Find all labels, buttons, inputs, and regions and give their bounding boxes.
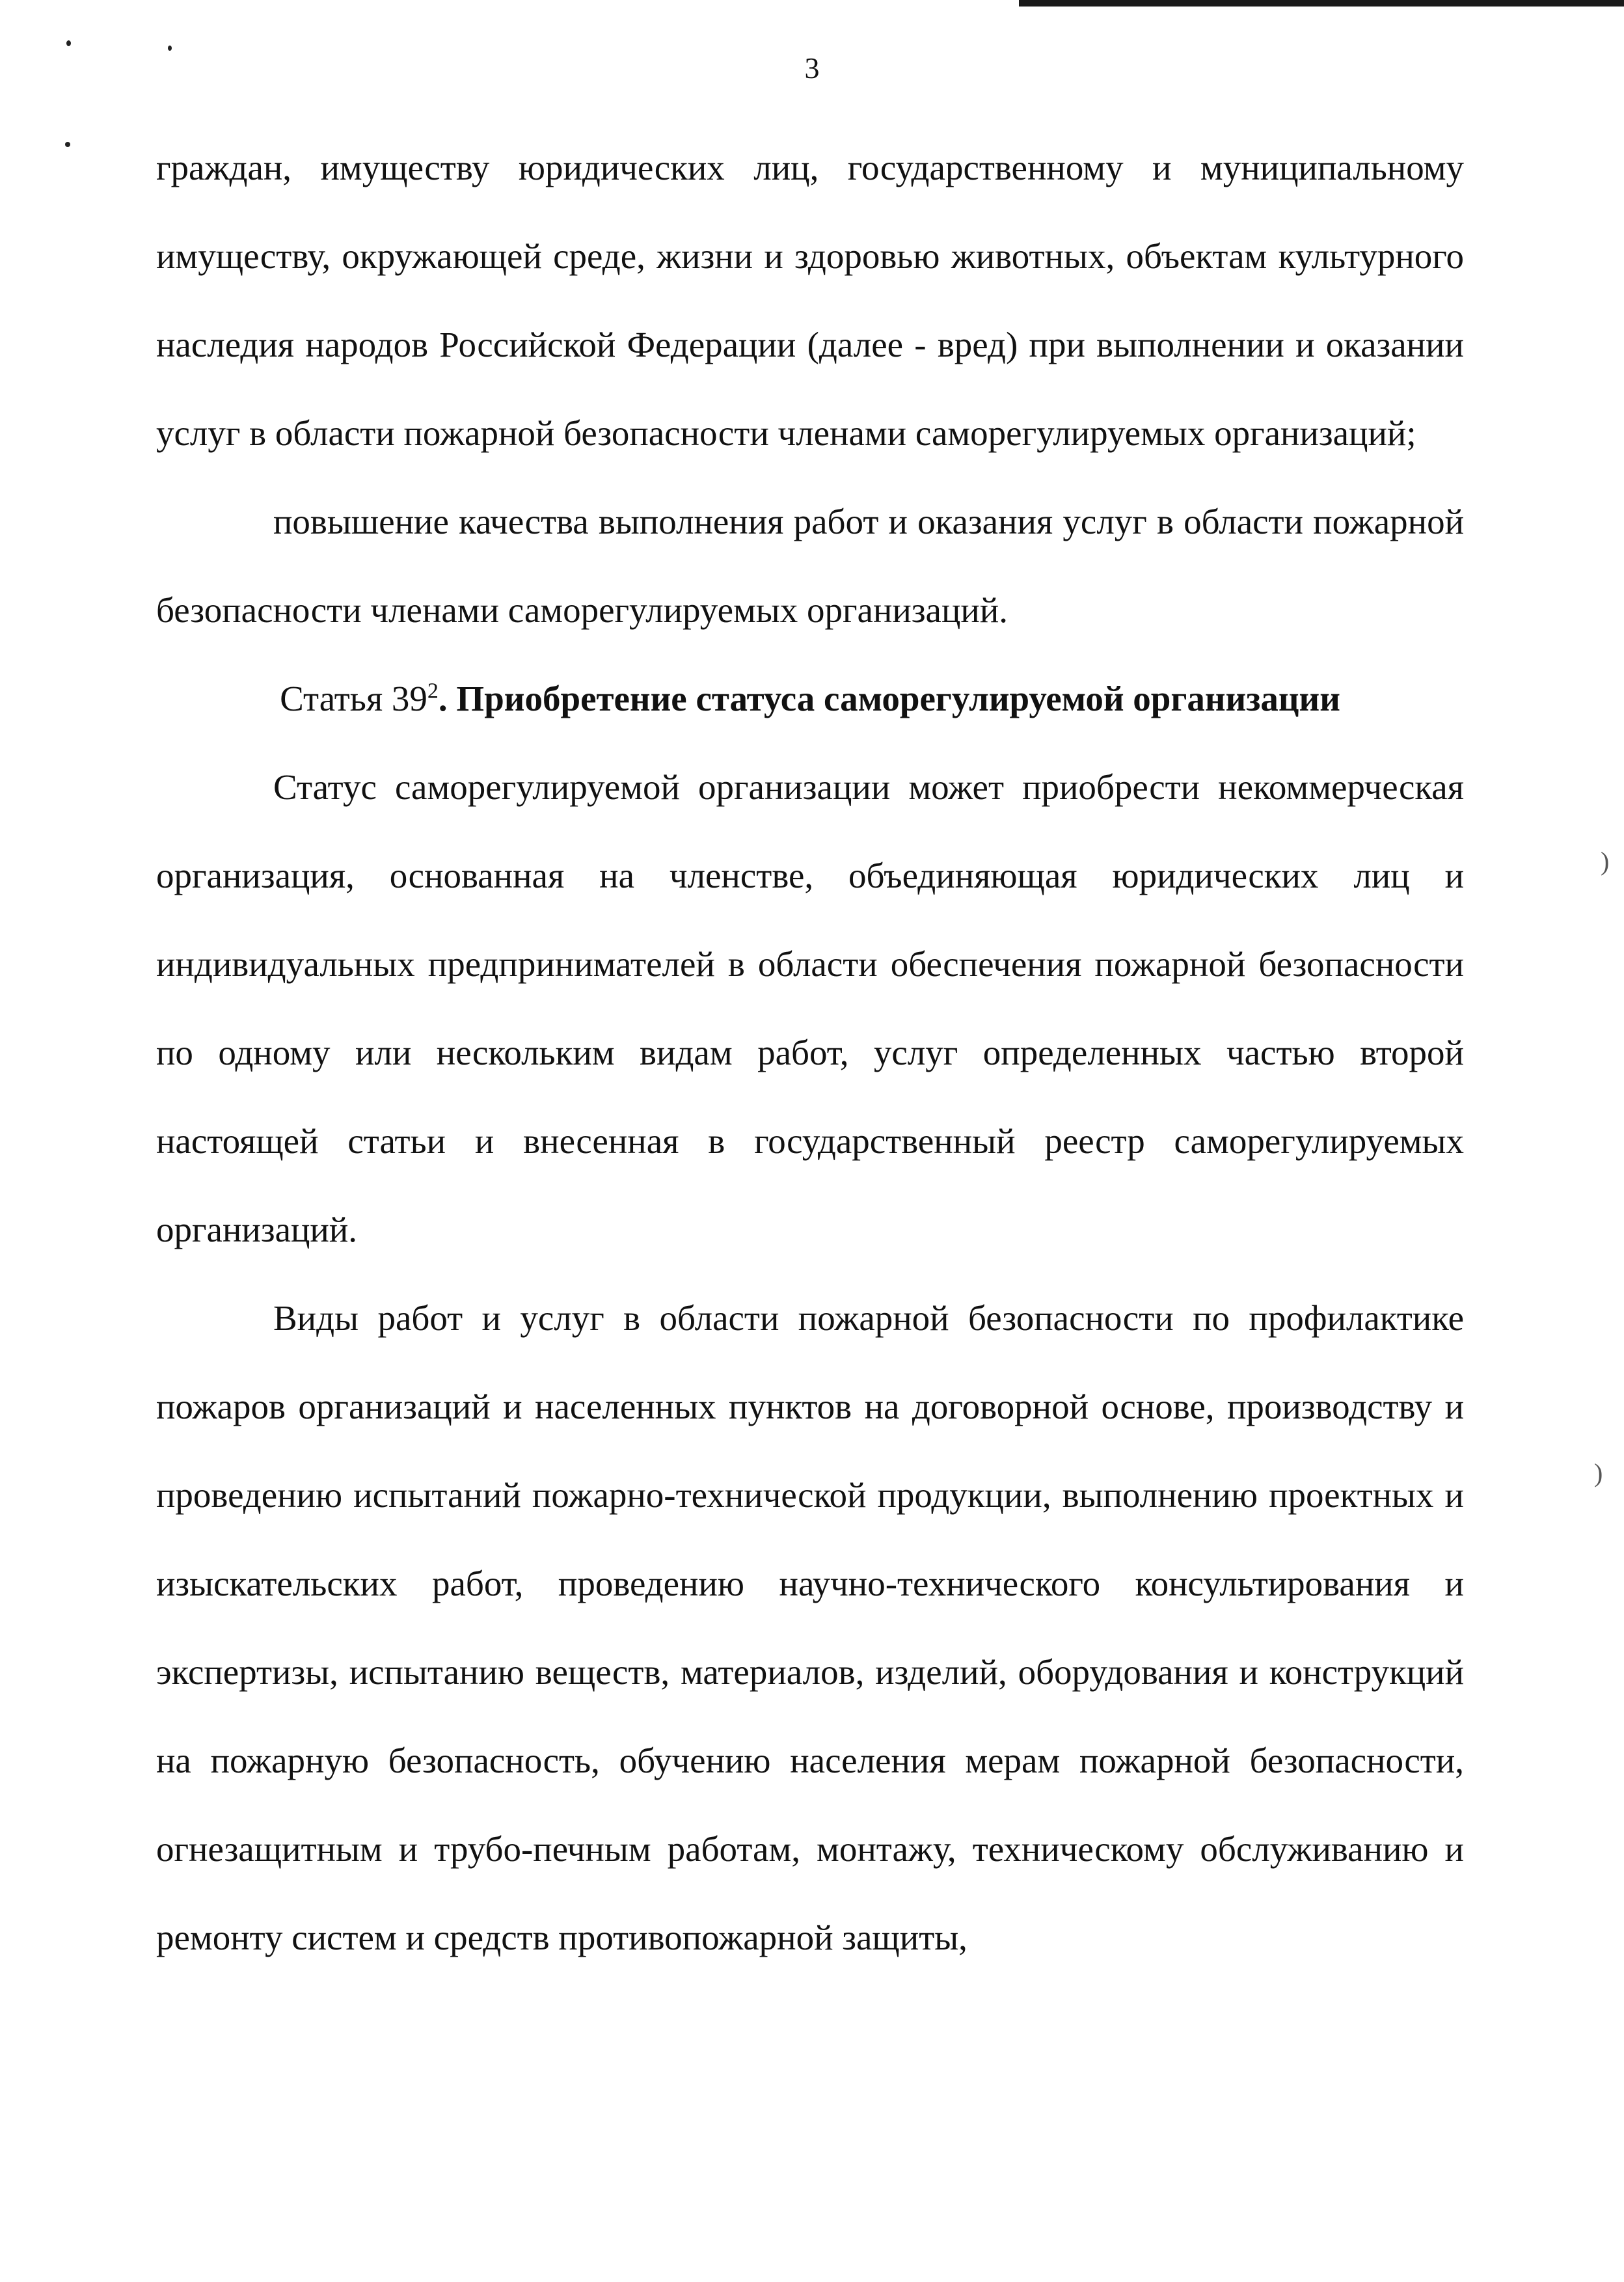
scan-speck xyxy=(168,46,172,51)
paragraph-status: Статус саморегулируемой организации может приобрести некоммерческая организация, основанная на членстве, объединяющая юридических лиц и индивидуальных предпринимателей в области обеспечения пожарной безопасности по одному или нескольким видам работ, услуг определенных частью второй настоящей статьи и внесенная в государственный реестр саморегулируемых организаций. xyxy=(156,767,1464,1249)
paragraph-quality: повышение качества выполнения работ и оказания услуг в области пожарной безопасности членами саморегулируемых организаций. xyxy=(156,502,1464,630)
page-number: 3 xyxy=(804,51,820,85)
article-heading xyxy=(156,655,1464,743)
scan-mark: ) xyxy=(1601,847,1610,876)
article-superscript: 2 xyxy=(427,679,439,703)
article-prefix: Статья 39 xyxy=(280,679,427,718)
document-body xyxy=(156,124,1464,1982)
article-title: . Приобретение статуса саморегулируемой организации xyxy=(438,679,1340,718)
scan-mark: ) xyxy=(1594,1458,1603,1487)
paragraph-types: Виды работ и услуг в области пожарной безопасности по профилактике пожаров организаций и населенных пунктов на договорной основе, производству и проведению испытаний пожарно-технической продукции, выполнению проектных и изыскательских работ, проведению научно-технического консультирования и экспертизы, испытанию веществ, материалов, изделий, оборудования и конструкций на пожарную безопасность, обучению населения мерам пожарной безопасности, огнезащитным и трубо-печным работам, монтажу, техническому обслуживанию и ремонту систем и средств противопожарной защиты, xyxy=(156,1298,1464,1957)
scan-top-edge-rule xyxy=(1019,0,1624,7)
scan-speck xyxy=(66,40,71,46)
paragraph-continuation: граждан, имуществу юридических лиц, государственному и муниципальному имуществу, окружающей среде, жизни и здоровью животных, объектам культурного наследия народов Российской Федерации (далее - вред) при выполнении и оказании услуг в области пожарной безопасности членами саморегулируемых организаций; xyxy=(156,148,1464,453)
scan-speck xyxy=(65,142,70,147)
